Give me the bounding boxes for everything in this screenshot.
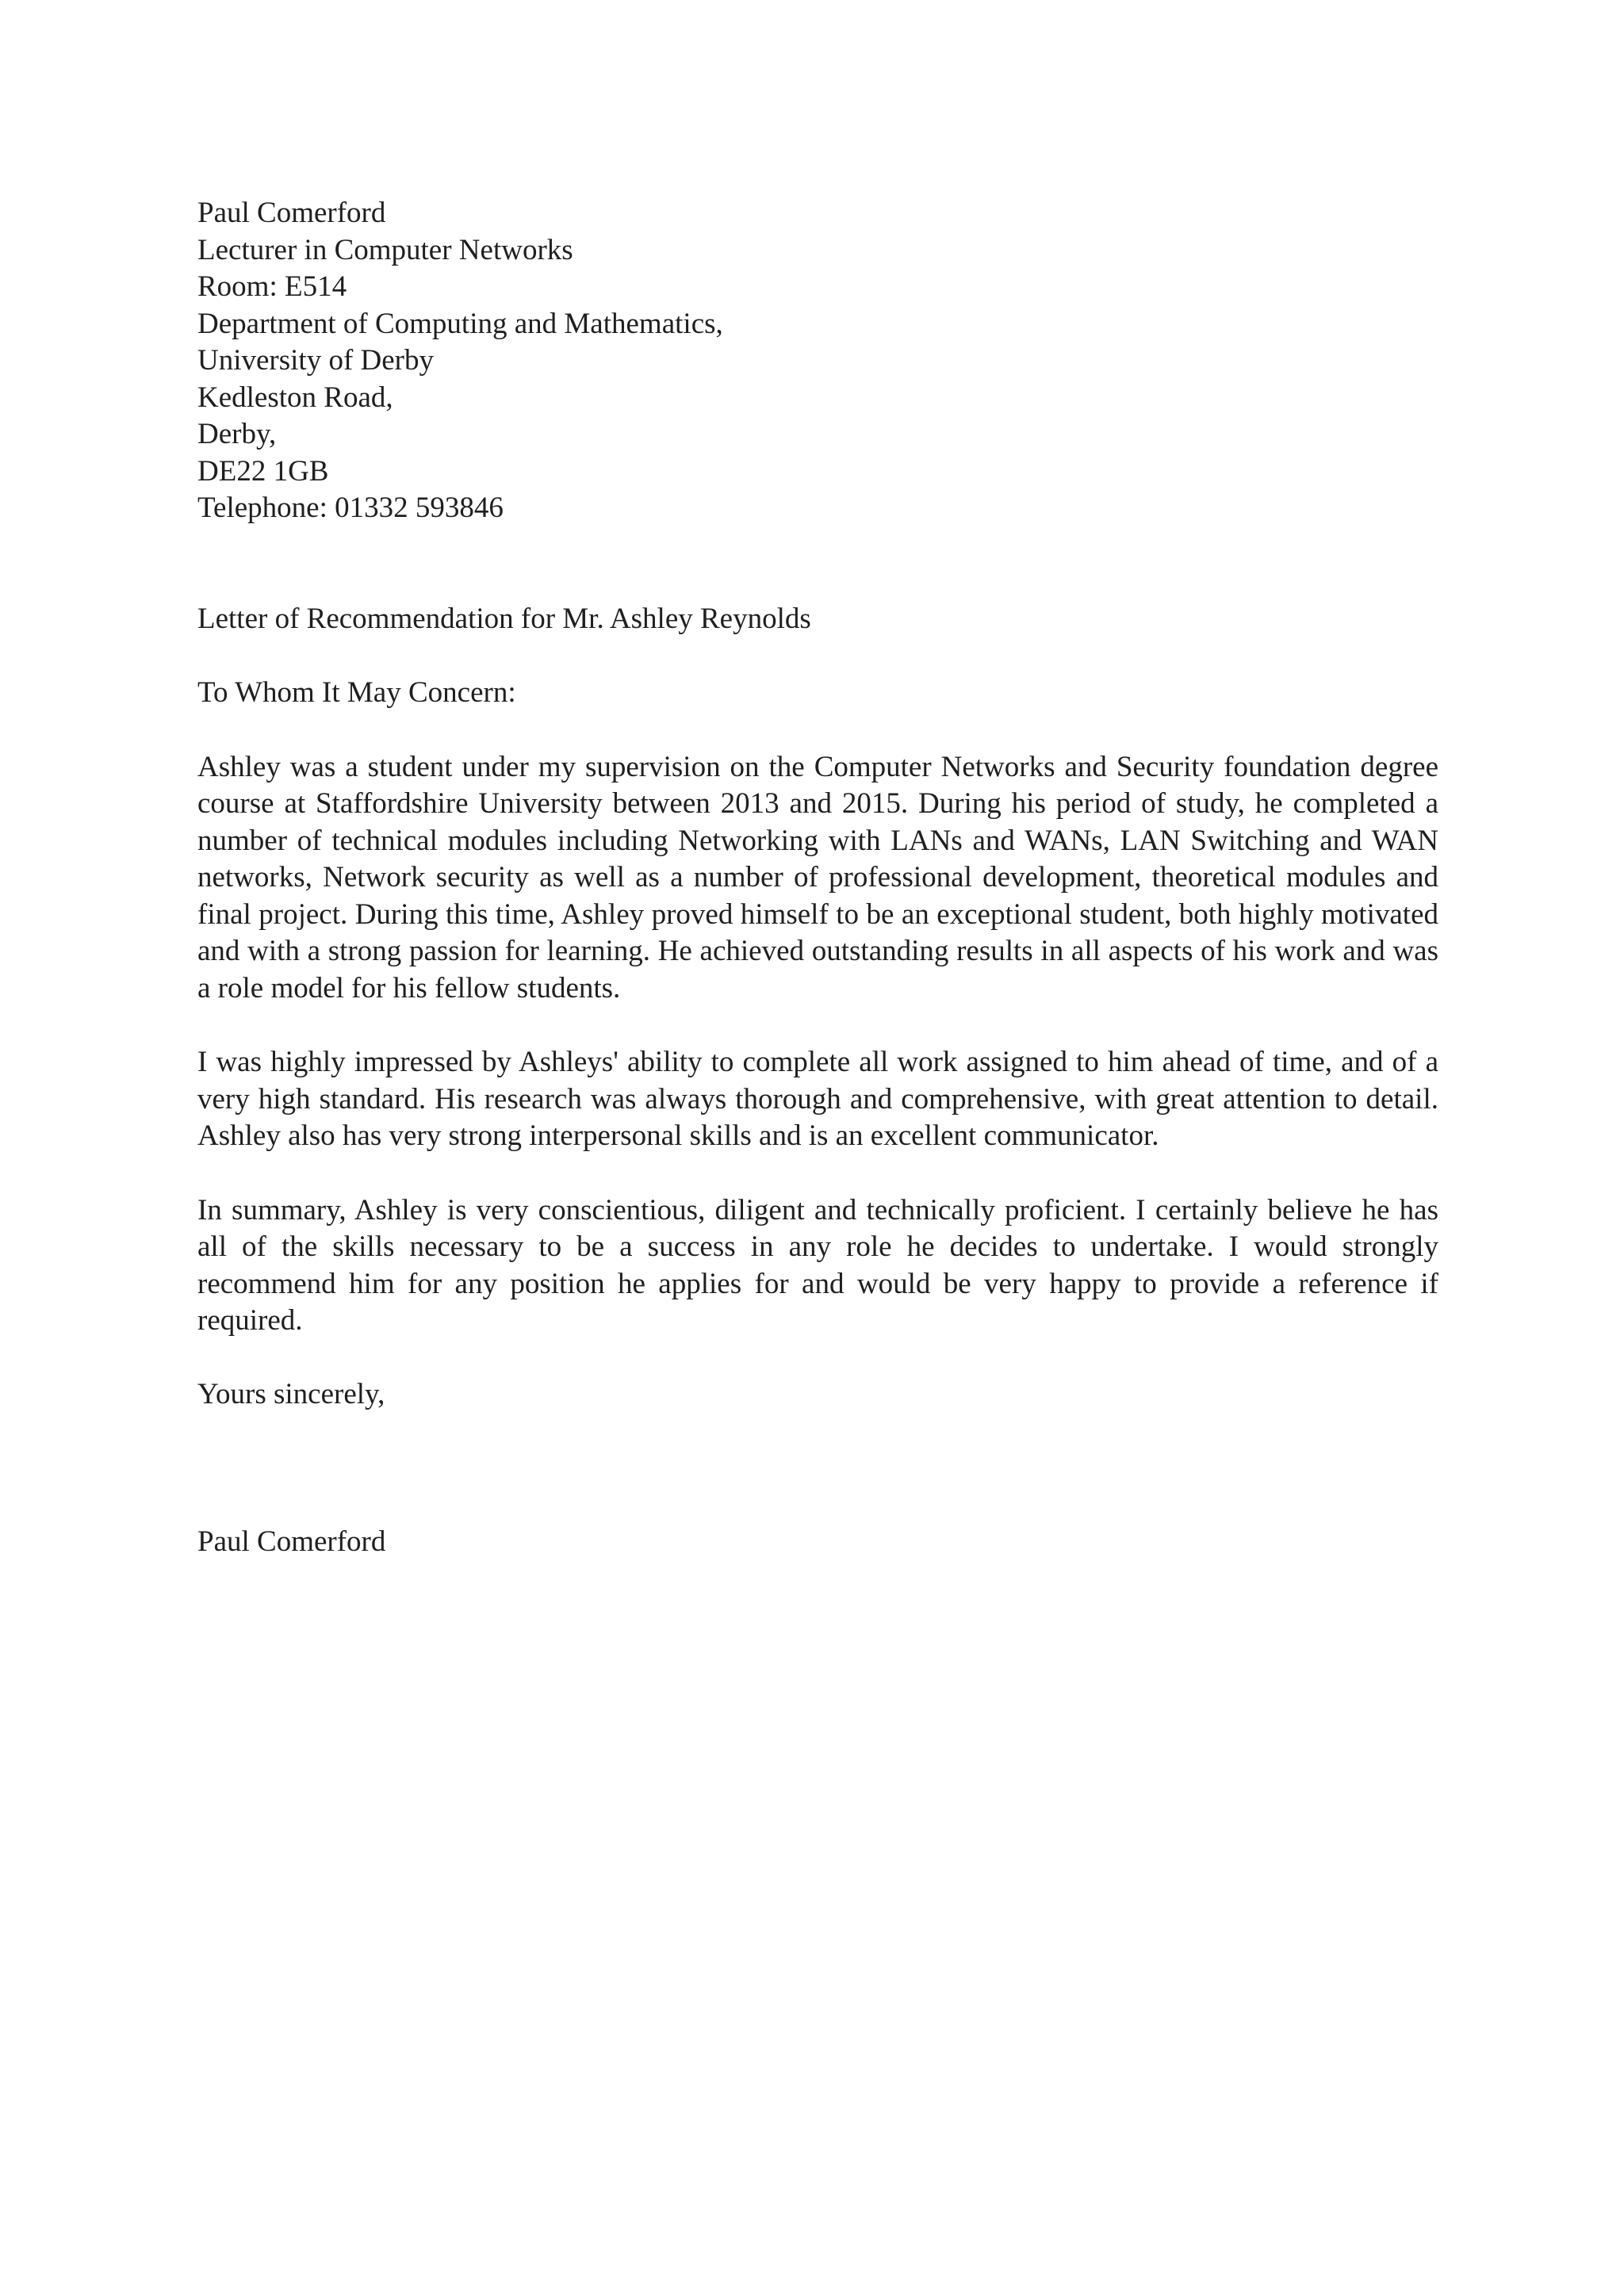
sender-room: Room: E514 (197, 270, 347, 303)
sender-street: Kedleston Road, (197, 381, 393, 414)
body-paragraph-3: In summary, Ashley is very conscientious, diligent and technically proficient. I certainly believe he has all of the skills necessary to be a success in any role he decides to undertake. I would strongly recommend him for any position he applies for and would be very happy to provide a reference if required. (197, 1193, 1438, 1337)
letter-subject: Letter of Recommendation for Mr. Ashley Reynolds (197, 602, 811, 635)
letter-signature: Paul Comerford (197, 1525, 386, 1558)
body-paragraph-2: I was highly impressed by Ashleys' ability to complete all work assigned to him ahead of time, and of a very high standard. His research was always thorough and comprehensive, with great attention to detail. Ashley also has very strong interpersonal skills and is an excellent communicator. (197, 1046, 1438, 1152)
sender-postcode: DE22 1GB (197, 454, 329, 488)
letter-closing: Yours sincerely, (197, 1377, 385, 1410)
sender-department: Department of Computing and Mathematics, (197, 307, 723, 340)
sender-university: University of Derby (197, 344, 434, 377)
sender-telephone: Telephone: 01332 593846 (197, 492, 504, 524)
sender-address-block (197, 195, 1438, 527)
letter-content (197, 195, 1438, 1561)
sender-city: Derby, (197, 418, 277, 450)
body-paragraph-1: Ashley was a student under my supervision on the Computer Networks and Security foundation degree course at Staffordshire University between 2013 and 2015. During his period of study, he completed a number of technical modules including Networking with LANs and WANs, LAN Switching and WAN networks, Network security as well as a number of professional development, theoretical modules and final project. During this time, Ashley proved himself to be an exceptional student, both highly motivated and with a strong passion for learning. He achieved outstanding results in all aspects of his work and was a role model for his fellow students. (197, 750, 1438, 1004)
sender-name: Paul Comerford (197, 197, 386, 229)
letter-salutation: To Whom It May Concern: (197, 676, 516, 709)
sender-job-title: Lecturer in Computer Networks (197, 233, 573, 266)
